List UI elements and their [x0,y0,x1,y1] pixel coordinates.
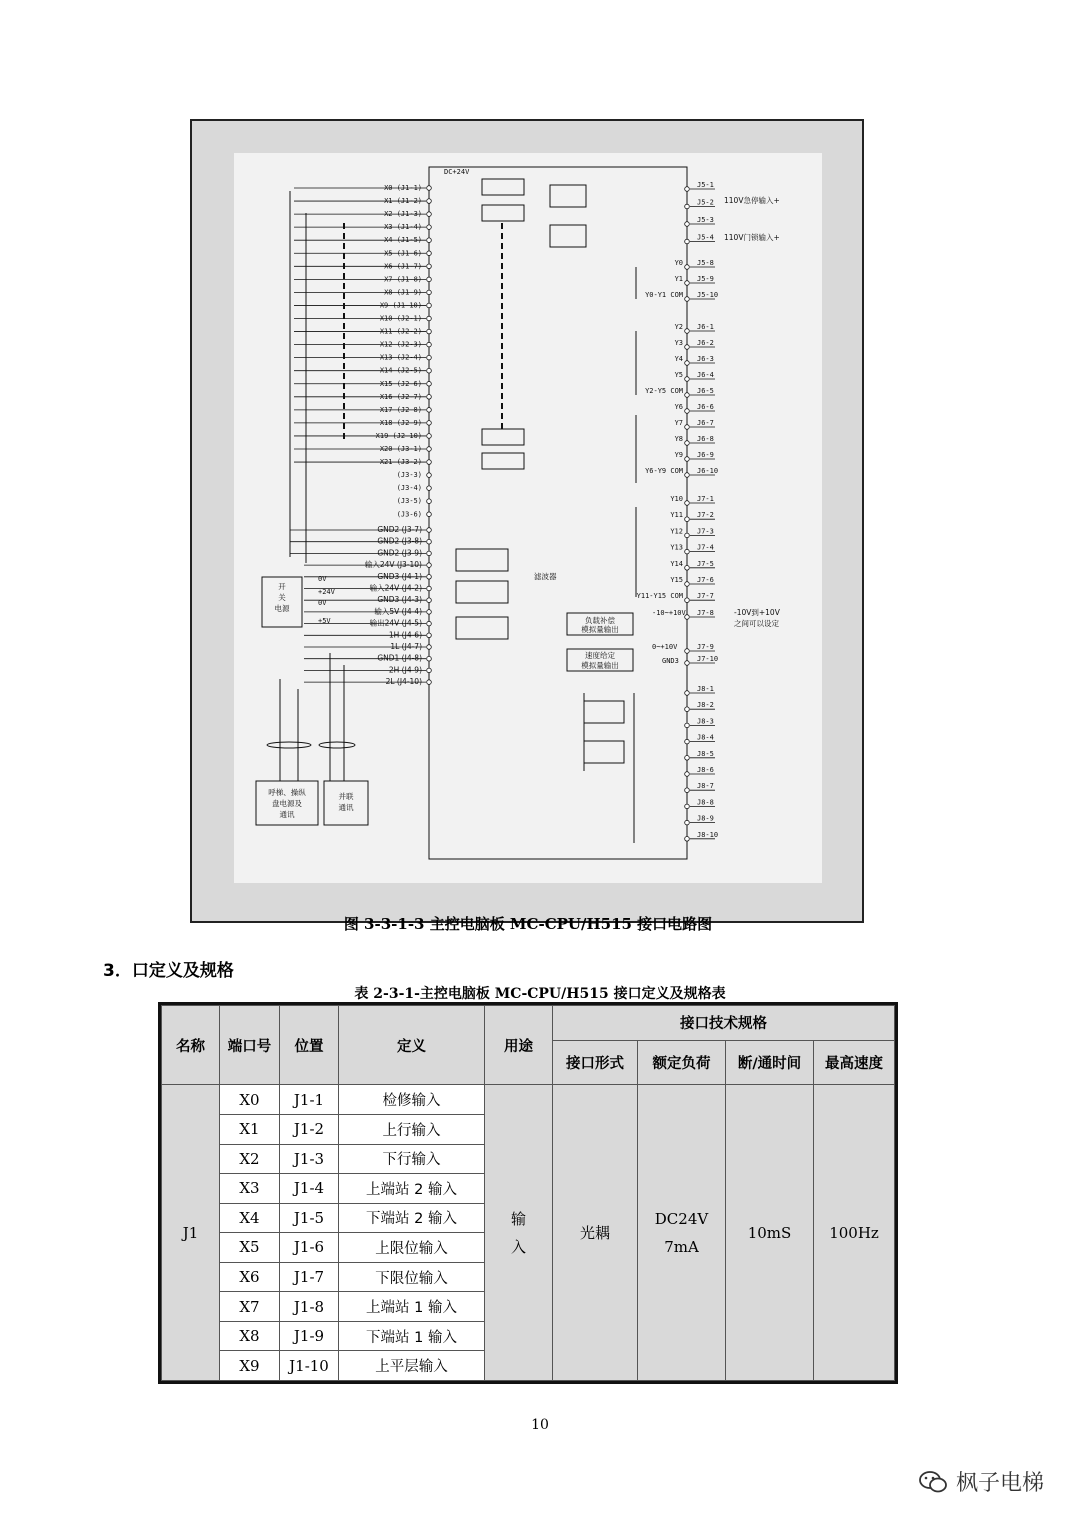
terminal [427,575,432,580]
terminal [685,501,690,506]
parallel-box-label: 并联 [338,792,354,801]
terminal [685,345,690,350]
terminal [685,723,690,728]
left-pin-label: X1 (J1-2) [384,197,422,206]
header-spec: 接口技术规格 [553,1006,895,1041]
power-pin-label: 输入24V (J3-10) [364,560,422,570]
terminal [427,381,432,386]
terminal [685,739,690,744]
y-label: Y13 [670,543,683,552]
y-label: Y10 [670,495,683,503]
left-pin-label: X7 (J1-8) [384,275,422,284]
terminal [427,316,432,321]
left-pin-label: X19 (J2-10) [375,431,422,440]
terminal [427,395,432,400]
power-pin-label: GND2 (J3-8) [377,536,422,546]
y-label: Y11-Y15 COM [636,592,683,601]
j8-label: J8-8 [697,798,714,807]
y-label: Y11 [670,511,683,520]
power-pin-label: 输入5V (J4-4) [374,606,422,616]
j7-label: J7-5 [697,559,714,568]
terminal [427,199,432,204]
terminal [427,610,432,615]
definition-cell: 下端站 2 输入 [339,1203,485,1233]
header-speed: 最高速度 [814,1040,895,1085]
left-pin-label: X13 (J2-4) [379,353,422,362]
power-pin-label: GND2 (J3-7) [377,525,422,534]
terminal [685,772,690,777]
j7-label: J7-10 [697,655,719,663]
analog-note: 之间可以设定 [734,619,779,628]
left-pin-label: X6 (J1-7) [384,262,422,271]
j6-label: J6-2 [697,339,714,347]
terminal [685,549,690,554]
left-pin-label: (J3-4) [396,484,422,493]
terminal [685,329,690,334]
terminal [685,361,690,366]
y-label: Y2-Y5 COM [645,387,683,395]
j5-label: J5-10 [697,291,719,299]
terminal [427,303,432,308]
j6-label: J6-9 [697,451,714,459]
terminal [427,329,432,334]
terminal [685,457,690,462]
y-label: Y4 [674,355,683,363]
j5-note: 110V急停输入+ [724,196,780,205]
terminal [685,820,690,825]
terminal [685,649,690,654]
page-number: 10 [531,1417,549,1433]
header-time: 断/通时间 [726,1040,814,1085]
terminal [427,186,432,191]
left-pin-label: X2 (J1-3) [384,210,422,219]
psu-label: 电源 [274,604,290,613]
psu-label: 关 [278,593,286,602]
port-cell: X6 [220,1262,280,1292]
terminal [685,425,690,430]
power-pin-label: GND2 (J3-9) [377,548,422,558]
gnd3-label: GND3 [662,657,679,665]
terminal [685,691,690,696]
j6-label: J6-6 [697,403,714,411]
j5-label: J5-1 [697,181,714,189]
power-pin-label: 2L (J4-10) [385,677,422,687]
table-row [162,1085,895,1115]
terminal [427,212,432,217]
terminal [685,281,690,286]
y-label: Y6 [674,403,683,411]
power-pin-label: 输出24V (J4-5) [369,618,422,628]
left-pin-label: X20 (J3-1) [379,445,422,453]
power-pin-label: 输入24V (J4-2) [369,583,422,593]
y-label: Y5 [674,371,683,379]
terminal [427,460,432,465]
call-box-label: 通讯 [279,810,295,819]
terminal [685,265,690,270]
terminal [685,756,690,761]
terminal [427,563,432,568]
group-cell: J1 [162,1085,220,1381]
left-pin-label: X8 (J1-9) [384,288,422,297]
j7-label: J7-7 [697,592,714,601]
terminal [685,804,690,809]
psu-output-label: 0V [318,575,327,583]
terminal [427,528,432,533]
power-pin-label: GND3 (J4-1) [377,571,422,581]
load-box-label: 负载补偿 [585,616,615,625]
port-cell: X4 [220,1203,280,1233]
left-pin-label: X18 (J2-9) [379,418,422,427]
header-port: 端口号 [220,1006,280,1085]
y-label: Y6-Y9 COM [645,467,683,475]
y-label: Y14 [670,559,683,568]
left-pin-label: (J3-5) [396,497,422,506]
header-definition: 定义 [339,1006,485,1085]
position-cell: J1-8 [280,1292,339,1322]
terminal [685,393,690,398]
terminal [427,668,432,673]
watermark [918,1466,1044,1497]
definition-cell: 上平层输入 [339,1351,485,1381]
left-pin-label: X17 (J2-8) [379,405,422,414]
psu-output-label: +5V [318,617,331,625]
j6-label: J6-8 [697,435,714,443]
terminal [427,551,432,556]
j8-label: J8-10 [697,830,719,839]
call-box-label: 呼梯、操纵 [268,788,306,797]
terminal [427,486,432,491]
circuit-figure-frame [190,119,864,933]
position-cell: J1-9 [280,1321,339,1351]
figure-caption: 图 3-3-1-3 主控电脑板 MC-CPU/H515 接口电路图 [343,915,713,933]
j8-label: J8-3 [697,717,714,726]
port-cell: X1 [220,1115,280,1145]
terminal [427,290,432,295]
watermark-text: 枫子电梯 [955,1471,1044,1496]
port-cell: X7 [220,1292,280,1322]
terminal [427,586,432,591]
j8-label: J8-7 [697,782,714,791]
port-cell: X9 [220,1351,280,1381]
terminal [427,447,432,452]
y-label: Y8 [674,435,683,443]
filter-label: 滤波器 [534,572,557,581]
left-pin-label: X15 (J2-6) [379,379,422,388]
section-title: 3．口定义及规格 [103,961,234,981]
terminal [685,441,690,446]
position-cell: J1-3 [280,1144,339,1174]
j7-label: J7-8 [697,609,714,617]
power-pin-label: GND3 (J4-3) [377,595,422,605]
terminal [427,277,432,282]
y-label: Y1 [674,275,683,283]
power-pin-label: 1L (J4-7) [390,642,422,651]
port-cell: X0 [220,1085,280,1115]
terminal [427,656,432,661]
terminal [427,421,432,426]
terminal [427,355,432,360]
terminal [427,473,432,478]
terminal [427,512,432,517]
j5-note: 110V门锁输入+ [724,233,780,242]
terminal [685,473,690,478]
psu-label: 开 [278,582,286,591]
power-pin-label: 2H (J4-9) [388,665,422,675]
left-pin-label: X21 (J3-2) [379,458,422,467]
terminal [685,582,690,587]
definition-cell: 上限位输入 [339,1233,485,1263]
port-cell: X5 [220,1233,280,1263]
terminal [685,707,690,712]
spec-table [158,1002,898,1384]
definition-cell: 下行输入 [339,1144,485,1174]
terminal [427,251,432,256]
terminal [685,409,690,414]
j7-label: J7-3 [697,527,714,536]
definition-cell: 上端站 2 输入 [339,1174,485,1204]
terminal [427,598,432,603]
y-label: Y15 [670,576,683,584]
load-cell: DC24V 7mA [638,1085,726,1381]
header-name: 名称 [162,1006,220,1085]
speed-cell: 100Hz [814,1085,895,1381]
left-pin-label: X10 (J2-1) [379,314,422,323]
y-label: Y9 [674,451,683,459]
header-position: 位置 [280,1006,339,1085]
speed-box-label: 速度给定 [585,651,615,660]
left-pin-label: (J3-3) [396,471,422,480]
j5-label: J5-9 [697,275,714,283]
power-pin-label: 1H (J4-6) [388,630,422,640]
left-pin-label: X12 (J2-3) [379,340,422,349]
terminal [427,408,432,413]
j6-label: J6-10 [697,467,719,475]
position-cell: J1-2 [280,1115,339,1145]
form-cell: 光耦 [553,1085,638,1381]
definition-cell: 下端站 1 输入 [339,1321,485,1351]
terminal [685,788,690,793]
terminal [427,680,432,685]
j8-label: J8-4 [697,733,714,742]
j6-label: J6-1 [697,323,714,331]
terminal [685,837,690,842]
wechat-icon [918,1470,948,1494]
left-pin-label: X11 (J2-2) [379,327,422,336]
position-cell: J1-7 [280,1262,339,1292]
circuit-svg [234,153,822,883]
terminal [685,204,690,209]
j6-label: J6-3 [697,355,714,363]
terminal [427,342,432,347]
j7-label: J7-1 [697,495,714,503]
left-pin-label: X4 (J1-5) [384,236,422,245]
left-pin-label: X9 (J1-10) [379,301,422,310]
position-cell: J1-10 [280,1351,339,1381]
header-load: 额定负荷 [638,1040,726,1085]
j6-label: J6-7 [697,419,714,427]
terminal [427,238,432,243]
j8-label: J8-5 [697,749,714,758]
terminal [685,661,690,666]
analog-range-a: -10~+10V [652,609,686,617]
terminal [685,222,690,227]
position-cell: J1-5 [280,1203,339,1233]
position-cell: J1-4 [280,1174,339,1204]
terminal [427,225,432,230]
y-label: Y12 [670,527,683,536]
table-caption: 表 2-3-1-主控电脑板 MC-CPU/H515 接口定义及规格表 [354,986,726,1002]
port-cell: X8 [220,1321,280,1351]
terminal [427,621,432,626]
j7-label: J7-2 [697,511,714,520]
j7-label: J7-6 [697,576,714,584]
psu-output-label: +24V [318,588,335,596]
j8-label: J8-6 [697,766,714,774]
speed-box-label: 模拟量输出 [581,661,619,670]
terminal [427,539,432,544]
terminal [685,297,690,302]
use-cell: 输 入 [485,1085,553,1381]
terminal [685,598,690,603]
terminal [427,633,432,638]
load-box-label: 模拟量输出 [581,625,619,634]
j5-label: J5-8 [697,259,714,267]
j5-label: J5-4 [697,233,714,242]
left-pin-label: X16 (J2-7) [379,392,422,401]
j7-label: J7-9 [697,643,714,651]
call-box-label: 盘电源及 [272,799,302,808]
left-pin-label: X14 (J2-5) [379,366,422,375]
left-pin-label: X0 (J1-1) [384,184,422,192]
j8-label: J8-9 [697,814,714,823]
analog-range-b: 0~+10V [652,643,678,651]
port-cell: X3 [220,1174,280,1204]
position-cell: J1-1 [280,1085,339,1115]
y-label: Y3 [674,339,683,347]
header-use: 用途 [485,1006,553,1085]
power-pin-label: GND1 (J4-8) [377,653,422,663]
y-label: Y0 [674,259,683,267]
terminal [685,533,690,538]
terminal [685,377,690,382]
header-form: 接口形式 [553,1040,638,1085]
circuit-diagram [234,153,822,933]
terminal [427,645,432,650]
j6-label: J6-5 [697,387,714,395]
definition-cell: 上行输入 [339,1115,485,1145]
time-cell: 10mS [726,1085,814,1381]
terminal [685,239,690,244]
y-label: Y2 [674,323,683,331]
definition-cell: 检修输入 [339,1085,485,1115]
terminal [685,517,690,522]
definition-cell: 上端站 1 输入 [339,1292,485,1322]
terminal [685,566,690,571]
j7-label: J7-4 [697,543,714,552]
y-label: Y7 [674,419,683,427]
j6-label: J6-4 [697,371,714,379]
j5-label: J5-2 [697,198,714,207]
port-cell: X2 [220,1144,280,1174]
terminal [427,368,432,373]
left-pin-label: X5 (J1-6) [384,249,422,258]
j5-label: J5-3 [697,216,714,224]
j8-label: J8-1 [697,685,714,693]
terminal [427,434,432,439]
j8-label: J8-2 [697,701,714,710]
analog-note: -10V到+10V [734,608,780,617]
left-pin-label: (J3-6) [396,510,422,519]
psu-output-label: 0V [318,599,327,607]
label-dc24v: DC+24V [444,168,470,176]
terminal [427,264,432,269]
terminal [427,499,432,504]
y-label: Y0-Y1 COM [645,291,683,299]
terminal [685,187,690,192]
parallel-box-label: 通讯 [338,803,354,812]
left-pin-label: X3 (J1-4) [384,223,422,232]
position-cell: J1-6 [280,1233,339,1263]
definition-cell: 下限位输入 [339,1262,485,1292]
